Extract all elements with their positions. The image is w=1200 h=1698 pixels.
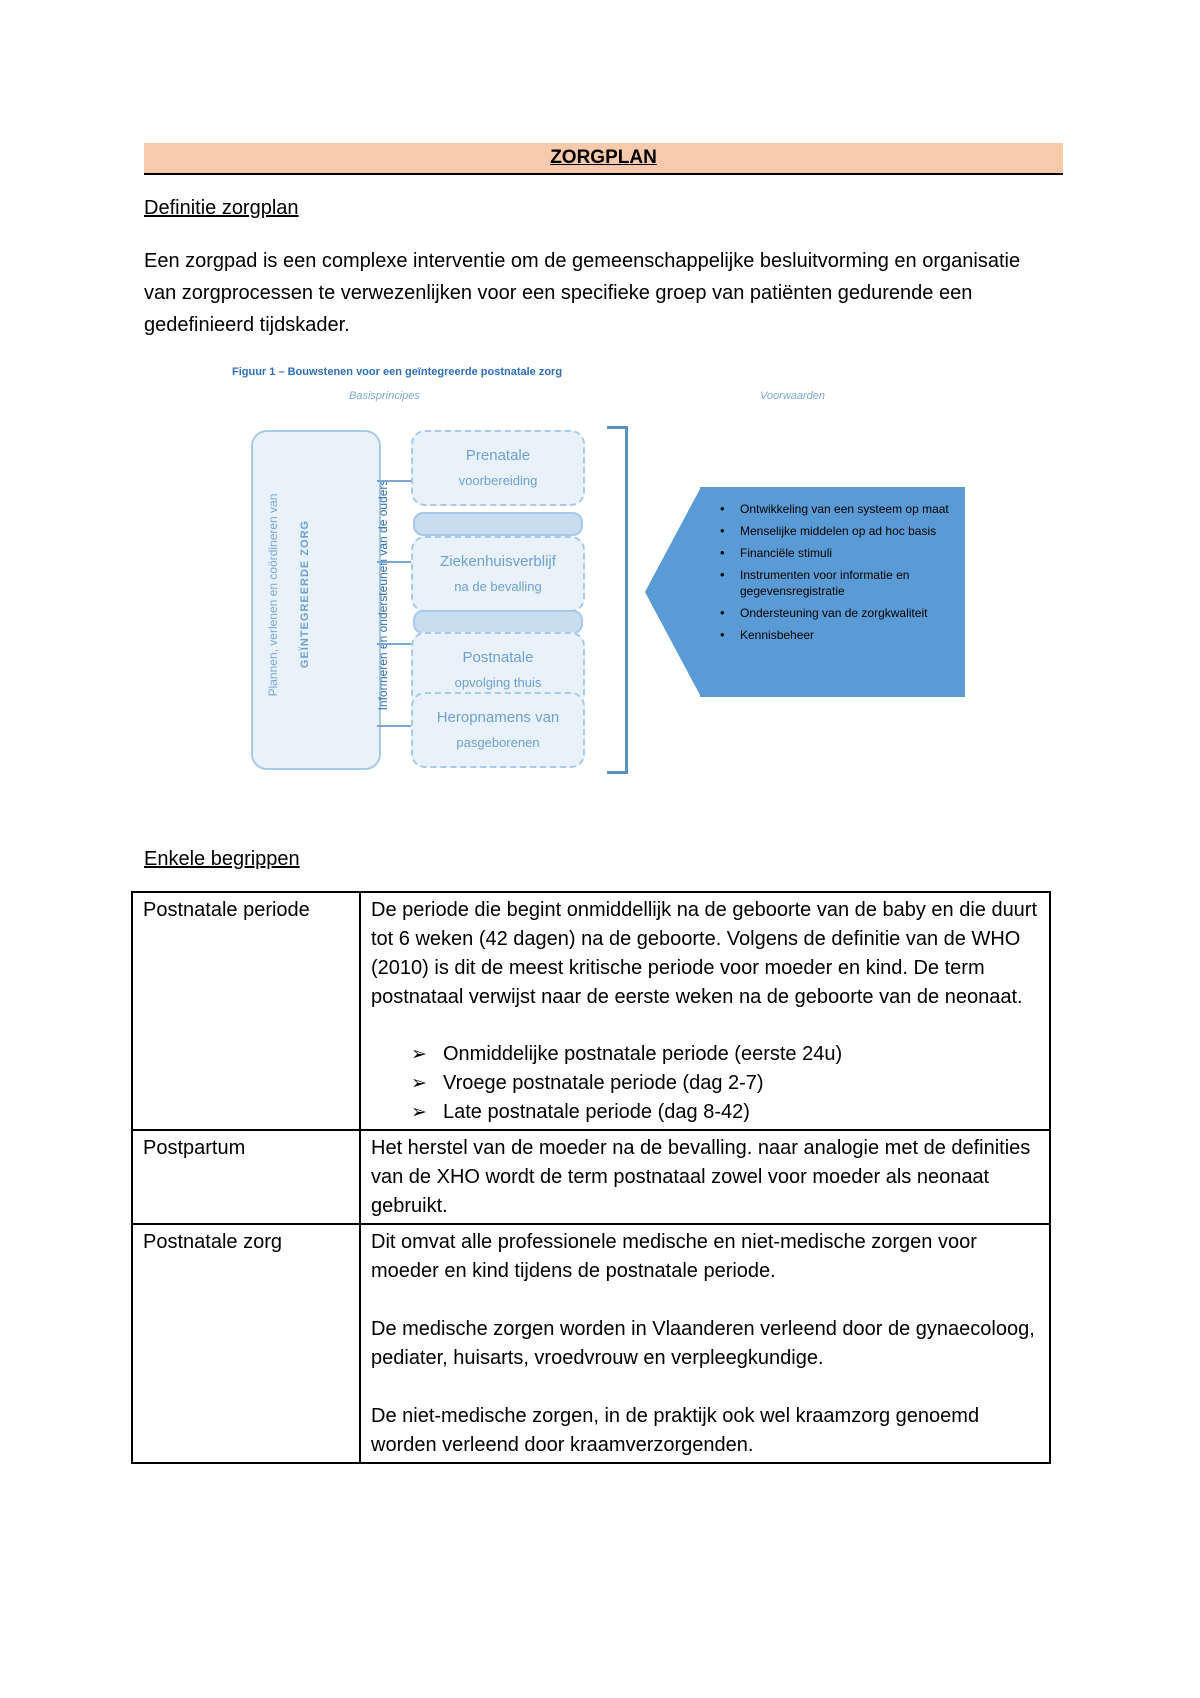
stage-subtitle: na de bevalling <box>454 579 542 594</box>
stage-box-heropnamens <box>411 692 585 768</box>
definition-cell <box>360 1130 1050 1224</box>
definition-text: De periode die begint onmiddellijk na de geboorte van de baby en die duurt tot 6 weken (42 dagen) na de geboorte. Volgens de definitie van de WHO (2010) is dit de meest kritische periode voor moeder en kind. De term postnataal verwijst naar de eerste weken na de geboorte van de neonaat. <box>371 899 1038 1008</box>
definition-text: Dit omvat alle professionele medische en niet-medische zorgen voor moeder en kind tijdens de postnatale periode. <box>371 1231 977 1282</box>
stage-title: Ziekenhuisverblijf <box>440 553 556 570</box>
stage-title: Postnatale <box>462 649 534 666</box>
conditions-box <box>700 487 965 697</box>
connector-line <box>377 561 411 563</box>
table-row <box>132 1130 1050 1224</box>
figure-label-voorwaarden: Voorwaarden <box>760 390 826 402</box>
bullet-item: ➢ Onmiddelijke postnatale periode (eerste 24u) <box>411 1040 1039 1069</box>
definition-paragraph: Een zorgpad is een complexe interventie om de gemeenschappelijke besluitvorming en organisatie van zorgprocessen te verwezenlijken voor een specifieke groep van patiënten gedurende een gedefinieerd tijdskader. <box>144 250 1021 336</box>
stage-subtitle: voorbereiding <box>458 473 538 488</box>
document-title-text: ZORGPLAN <box>550 147 657 168</box>
stage-box-ziekenhuisverblijf <box>411 536 585 612</box>
term-cell: Postnatale zorg <box>132 1224 360 1463</box>
condition-item: • Kennisbeheer <box>714 627 957 643</box>
definition-text: De medische zorgen worden in Vlaanderen verleend door de gynaecoloog, pediater, huisarts, vroedvrouw en verpleegkundige. <box>371 1318 1035 1369</box>
stage-title: Heropnamens van <box>436 709 560 726</box>
condition-item: • Financiële stimuli <box>714 545 957 561</box>
stage-link-pill <box>413 512 583 536</box>
figure-label-basisprincipes: Basisprincipes <box>349 390 420 402</box>
figure-bouwstenen <box>225 360 965 780</box>
bullet-item: ➢ Vroege postnatale periode (dag 2-7) <box>411 1069 1039 1098</box>
figure-bracket <box>607 426 628 774</box>
definition-text: Het herstel van de moeder na de bevalling. naar analogie met de definities van de XHO wordt de term postnataal zowel voor moeder als neonaat gebruikt. <box>371 1137 1031 1217</box>
condition-item: • Menselijke middelen op ad hoc basis <box>714 523 957 539</box>
table-row <box>132 892 1050 1130</box>
document-title <box>144 143 1063 175</box>
begrippen-table <box>131 891 1051 1464</box>
term-cell: Postpartum <box>132 1130 360 1224</box>
conditions-arrow-shape <box>645 487 705 697</box>
bullet-item: ➢ Late postnatale periode (dag 8-42) <box>411 1098 1039 1127</box>
definition-cell <box>360 1224 1050 1463</box>
stage-subtitle: opvolging thuis <box>454 675 542 690</box>
condition-item: • Ontwikkeling van een systeem op maat <box>714 501 957 517</box>
condition-item: • Ondersteuning van de zorgkwaliteit <box>714 605 957 621</box>
connector-line <box>377 643 411 645</box>
conditions-panel <box>645 487 965 697</box>
begrippen-table-wrapper <box>131 891 1051 1464</box>
stage-link-pill <box>413 610 583 634</box>
vertical-text-plannen: Plannen, verlenen en coördineren van <box>266 493 280 697</box>
term-cell: Postnatale periode <box>132 892 360 1130</box>
connector-line <box>377 480 411 482</box>
stage-title: Prenatale <box>465 447 531 464</box>
table-row <box>132 1224 1050 1463</box>
section-heading-definitie: Definitie zorgplan <box>144 197 299 219</box>
period-bullet-list <box>371 1040 1039 1127</box>
definition-text: De niet-medische zorgen, in de praktijk ook wel kraamzorg genoemd worden verleend door kraamverzorgenden. <box>371 1405 980 1456</box>
condition-item: • Instrumenten voor informatie en gegevensregistratie <box>714 567 957 599</box>
figure-caption: Figuur 1 – Bouwstenen voor een geïntegreerde postnatale zorg <box>232 366 563 378</box>
stage-subtitle: pasgeborenen <box>456 735 540 750</box>
definition-cell <box>360 892 1050 1130</box>
section-heading-begrippen: Enkele begrippen <box>144 848 300 870</box>
vertical-text-geintegreerde-zorg: GEÏNTEGREERDE ZORG <box>299 519 311 669</box>
stage-box-prenatale <box>411 430 585 506</box>
conditions-list <box>700 487 965 643</box>
connector-line <box>377 725 411 727</box>
vertical-text-informeren: Informeren en ondersteunen van de ouders <box>376 479 390 711</box>
